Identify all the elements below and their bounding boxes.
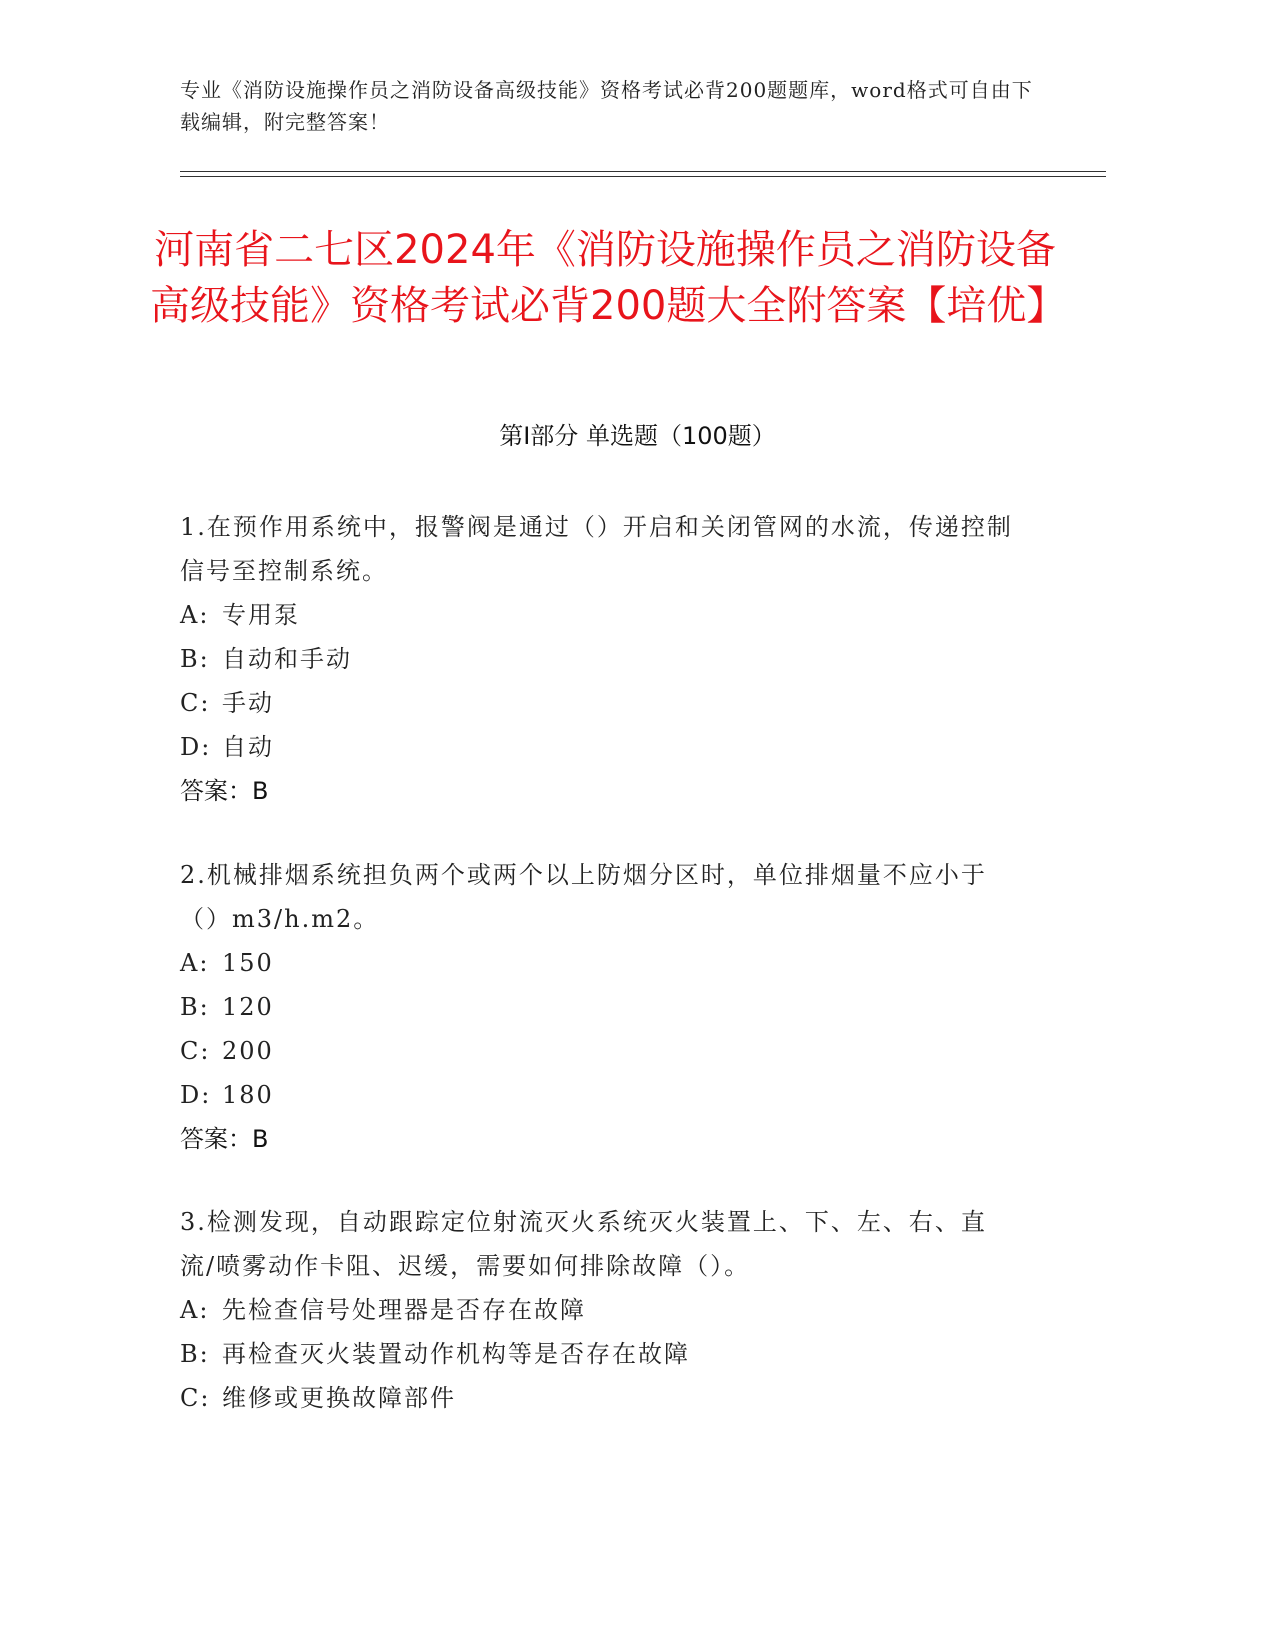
question-2 bbox=[180, 853, 1020, 1161]
header-note: 专业《消防设施操作员之消防设备高级技能》资格考试必背200题题库，word格式可自由下载编辑，附完整答案！ bbox=[180, 78, 1033, 134]
option-text: 自动 bbox=[222, 733, 274, 761]
option-letter: A: bbox=[180, 1296, 210, 1324]
question-3 bbox=[180, 1200, 1020, 1420]
option-letter: B: bbox=[180, 993, 210, 1021]
option-text: 自动和手动 bbox=[222, 645, 352, 673]
option-letter: D: bbox=[180, 1081, 212, 1109]
option-a bbox=[180, 1288, 1020, 1332]
answer-line: 答案：B bbox=[180, 777, 269, 805]
option-letter: C: bbox=[180, 1384, 211, 1412]
option-c bbox=[180, 1029, 1020, 1073]
document-title: 河南省二七区2024年《消防设施操作员之消防设备高级技能》资格考试必背200题大全附答案【培优】 bbox=[150, 227, 1067, 329]
option-letter: A: bbox=[180, 949, 210, 977]
option-text: 再检查灭火装置动作机构等是否存在故障 bbox=[222, 1340, 690, 1368]
option-text: 维修或更换故障部件 bbox=[222, 1384, 456, 1412]
option-letter: C: bbox=[180, 689, 211, 717]
option-b bbox=[180, 1332, 1020, 1376]
option-a bbox=[180, 941, 1020, 985]
question-stem: 1.在预作用系统中，报警阀是通过（）开启和关闭管网的水流，传递控制信号至控制系统。 bbox=[180, 513, 1013, 585]
option-b bbox=[180, 637, 1020, 681]
header-divider-top bbox=[180, 171, 1106, 172]
option-letter: B: bbox=[180, 645, 210, 673]
option-text: 120 bbox=[222, 993, 274, 1021]
option-letter: A: bbox=[180, 601, 210, 629]
section-title: 第Ⅰ部分 单选题（100题） bbox=[499, 422, 776, 450]
header-divider-bottom bbox=[180, 176, 1106, 177]
option-text: 180 bbox=[222, 1081, 274, 1109]
answer-line: 答案：B bbox=[180, 1125, 269, 1153]
option-letter: B: bbox=[180, 1340, 210, 1368]
option-letter: C: bbox=[180, 1037, 211, 1065]
option-text: 手动 bbox=[222, 689, 274, 717]
option-d bbox=[180, 1073, 1020, 1117]
option-letter: D: bbox=[180, 733, 212, 761]
option-a bbox=[180, 593, 1020, 637]
option-text: 专用泵 bbox=[222, 601, 300, 629]
option-text: 200 bbox=[222, 1037, 274, 1065]
question-stem: 2.机械排烟系统担负两个或两个以上防烟分区时，单位排烟量不应小于（）m3/h.m2。 bbox=[180, 861, 987, 933]
option-b bbox=[180, 985, 1020, 1029]
option-text: 先检查信号处理器是否存在故障 bbox=[222, 1296, 586, 1324]
question-1 bbox=[180, 505, 1020, 813]
option-c bbox=[180, 681, 1020, 725]
option-c bbox=[180, 1376, 1020, 1420]
option-d bbox=[180, 725, 1020, 769]
question-stem: 3.检测发现，自动跟踪定位射流灭火系统灭火装置上、下、左、右、直流/喷雾动作卡阻、迟缓，需要如何排除故障（）。 bbox=[180, 1208, 987, 1280]
option-text: 150 bbox=[222, 949, 274, 977]
